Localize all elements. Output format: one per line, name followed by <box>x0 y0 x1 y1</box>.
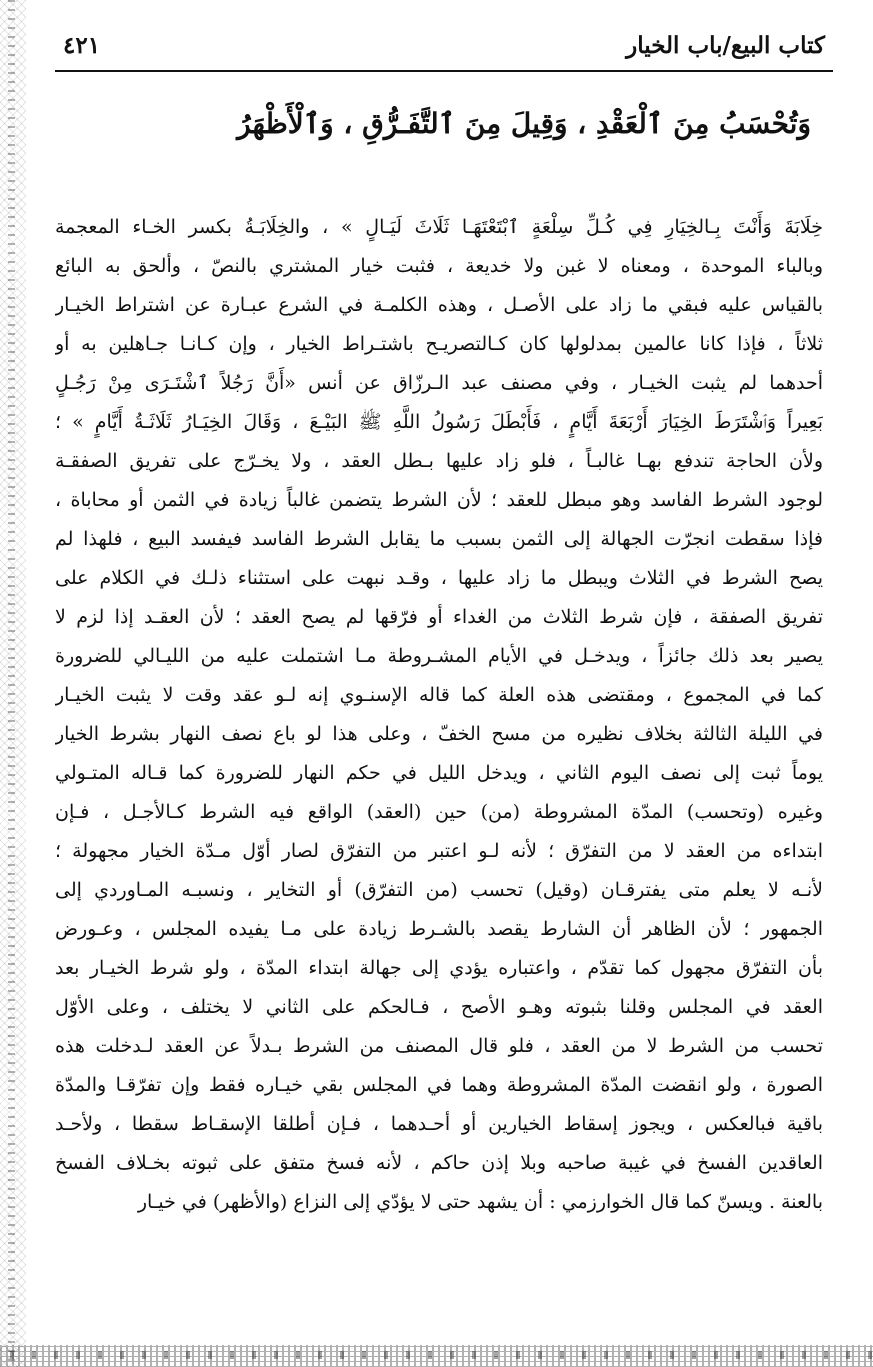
text-line: لأنـه لا يعلم متى يفترقـان (وقيل) تحسب (من التفرّق) أو التخاير ، ونسبـه المـاوردي إلى <box>55 879 823 901</box>
text-line: الجمهور ؛ لأن الظاهر أن الشارط يقصد بالشـرط زيادة على مـا يفيده المجلس ، وعـورض <box>55 918 823 940</box>
text-line: تفريق الصفقة ، فإن شرط الثلاث من الغداء أو فرّقها لم يصح العقد ؛ لأن العقـد إذا لزم لا <box>55 606 823 628</box>
text-line: يصير بعد ذلك جائزاً ، ويدخـل في الأيام المشـروطة مـا اشتملت عليه من الليـالي للضرورة <box>55 645 823 667</box>
text-line: وبالباء الموحدة ، ومعناه لا غبن ولا خديعة ، فثبت خيار المشتري بالنصّ ، وألحق به البائع <box>55 255 823 277</box>
text-line: أحدهما لم يثبت الخيـار ، وفي مصنف عبد الـرزّاق عن أنس «أَنَّ رَجُلاً ٱشْتَـرَى مِنْ رَجُـلٍ <box>55 372 823 394</box>
text-line: ثلاثاً ، فإذا كانا عالمين بمدلولها كان كـالتصريـح باشتـراط الخيار ، وإن كـانـا جـاهلين به أو <box>55 333 823 355</box>
text-line: يوماً ثبت إلى نصف اليوم الثاني ، ويدخل الليل في حكم النهار للضرورة كما قـاله المتـولي <box>55 762 823 784</box>
text-line: تحسب من الشرط لا من العقد ، فلو قال المصنف من الشرط بـدلاً عن العقد لـدخلت هذه <box>55 1035 823 1057</box>
text-line: في الليلة الثالثة بخلاف نظيره من مسح الخفّ ، وعلى هذا لو باع نصف النهار بشرط الخيار <box>55 723 823 745</box>
text-line: العقد في المجلس وقلنا بثبوته وهـو الأصح ، فـالحكم على الثاني لا يختلف ، وعلى الأوّل <box>55 996 823 1018</box>
text-line: ولأن الحاجة تندفع بهـا غالبـاً ، فلو زاد عليها بـطل العقد ، ولا يخـرّج على تفريق الصفقـة <box>55 450 823 472</box>
text-line: العاقدين الفسخ في غيبة صاحبه وبلا إذن حاكم ، لأنه فسخ متفق على ثبوته بخـلاف الفسخ <box>55 1152 823 1174</box>
text-line: بَعِيراً وَٱشْتَرَطَ الخِيَارَ أَرْبَعَةَ أَيَّامٍ ، فَأَبْطَلَ رَسُولُ اللَّهِ ﷺ البَيْـعَ ، وَقَالَ الخِيَـارُ ثَلَاثَـةُ أَيَّامٍ » ؛ <box>55 411 823 433</box>
text-line: فإذا سقطت انجرّت الجهالة إلى الثمن بسبب ما يقابل الشرط الفاسد فيفسد البيع ، فلهذا لم <box>55 528 823 550</box>
page-bottom-ornament-band <box>0 1351 873 1359</box>
text-line: بالقياس عليه فبقي ما زاد على الأصـل ، وهذه الكلمـة في الشرع عبـارة عن اشتراط الخيـار <box>55 294 823 316</box>
header-divider <box>55 70 833 72</box>
text-line: بأن التفرّق مجهول كما تقدّم ، واعتباره يؤدي إلى جهالة ابتداء المدّة ، ولو شرط الخيـار بعد <box>55 957 823 979</box>
text-line: يصح الشرط في الثلاث ويبطل ما زاد عليها ، وقـد نبهت على استثناء ذلـك في الكلام على <box>55 567 823 589</box>
text-line: الصورة ، ولو انقضت المدّة المشروطة وهما في المجلس بقي خيـاره فقط وإن تفرّقـا والمدّة <box>55 1074 823 1096</box>
header-title: كتاب البيع/باب الخيار <box>626 32 825 59</box>
text-line: كما في المجموع ، ومقتضى هذه العلة كما قاله الإسنـوي إنه لـو عقد وقت لا يثبت الخيـار <box>55 684 823 706</box>
text-line: باقية فبالعكس ، ويجوز إسقاط الخيارين أو أحـدهما ، فـإن أطلقا الإسقـاط سقطا ، ولأحـد <box>55 1113 823 1135</box>
text-line: بالعنة . ويسنّ كما قال الخوارزمي : أن يشهد حتى لا يؤدّي إلى النزاع (والأظهر) في خيـار <box>137 1191 823 1213</box>
text-line: ابتداءه من العقد لا من التفرّق ؛ لأنه لـو اعتبر من التفرّق لصار أوّل مـدّة الخيار مجهولة ؛ <box>55 840 823 862</box>
page-edge-ornament-line <box>8 0 15 1367</box>
commentary-body <box>55 208 823 1222</box>
matn-verse: وَتُحْسَبُ مِنَ ٱلْعَقْدِ ، وَقِيلَ مِنَ ٱلتَّفَـرُّقِ ، وَٱلْأَظْهَرُ <box>237 107 811 140</box>
page-header <box>55 26 833 70</box>
page-number: ٤٢١ <box>63 32 101 59</box>
text-line: لوجود الشرط الفاسد وهو مبطل للعقد ؛ لأن الشرط يتضمن غالباً زيادة في الثمن أو محاباة ، <box>55 489 823 511</box>
text-line: خِلَابَةَ وَأَنْتَ بِـالخِيَارِ فِي كُـلِّ سِلْعَةٍ ٱبْتَعْتَهَـا ثَلَاثَ لَيَـالٍ » ، والخِلَابَـةُ بكسر الخـاء المعجمة <box>55 216 823 238</box>
text-line: وغيره (وتحسب) المدّة المشروطة (من) حين (العقد) الواقع فيه الشرط كـالأجـل ، فـإن <box>55 801 823 823</box>
